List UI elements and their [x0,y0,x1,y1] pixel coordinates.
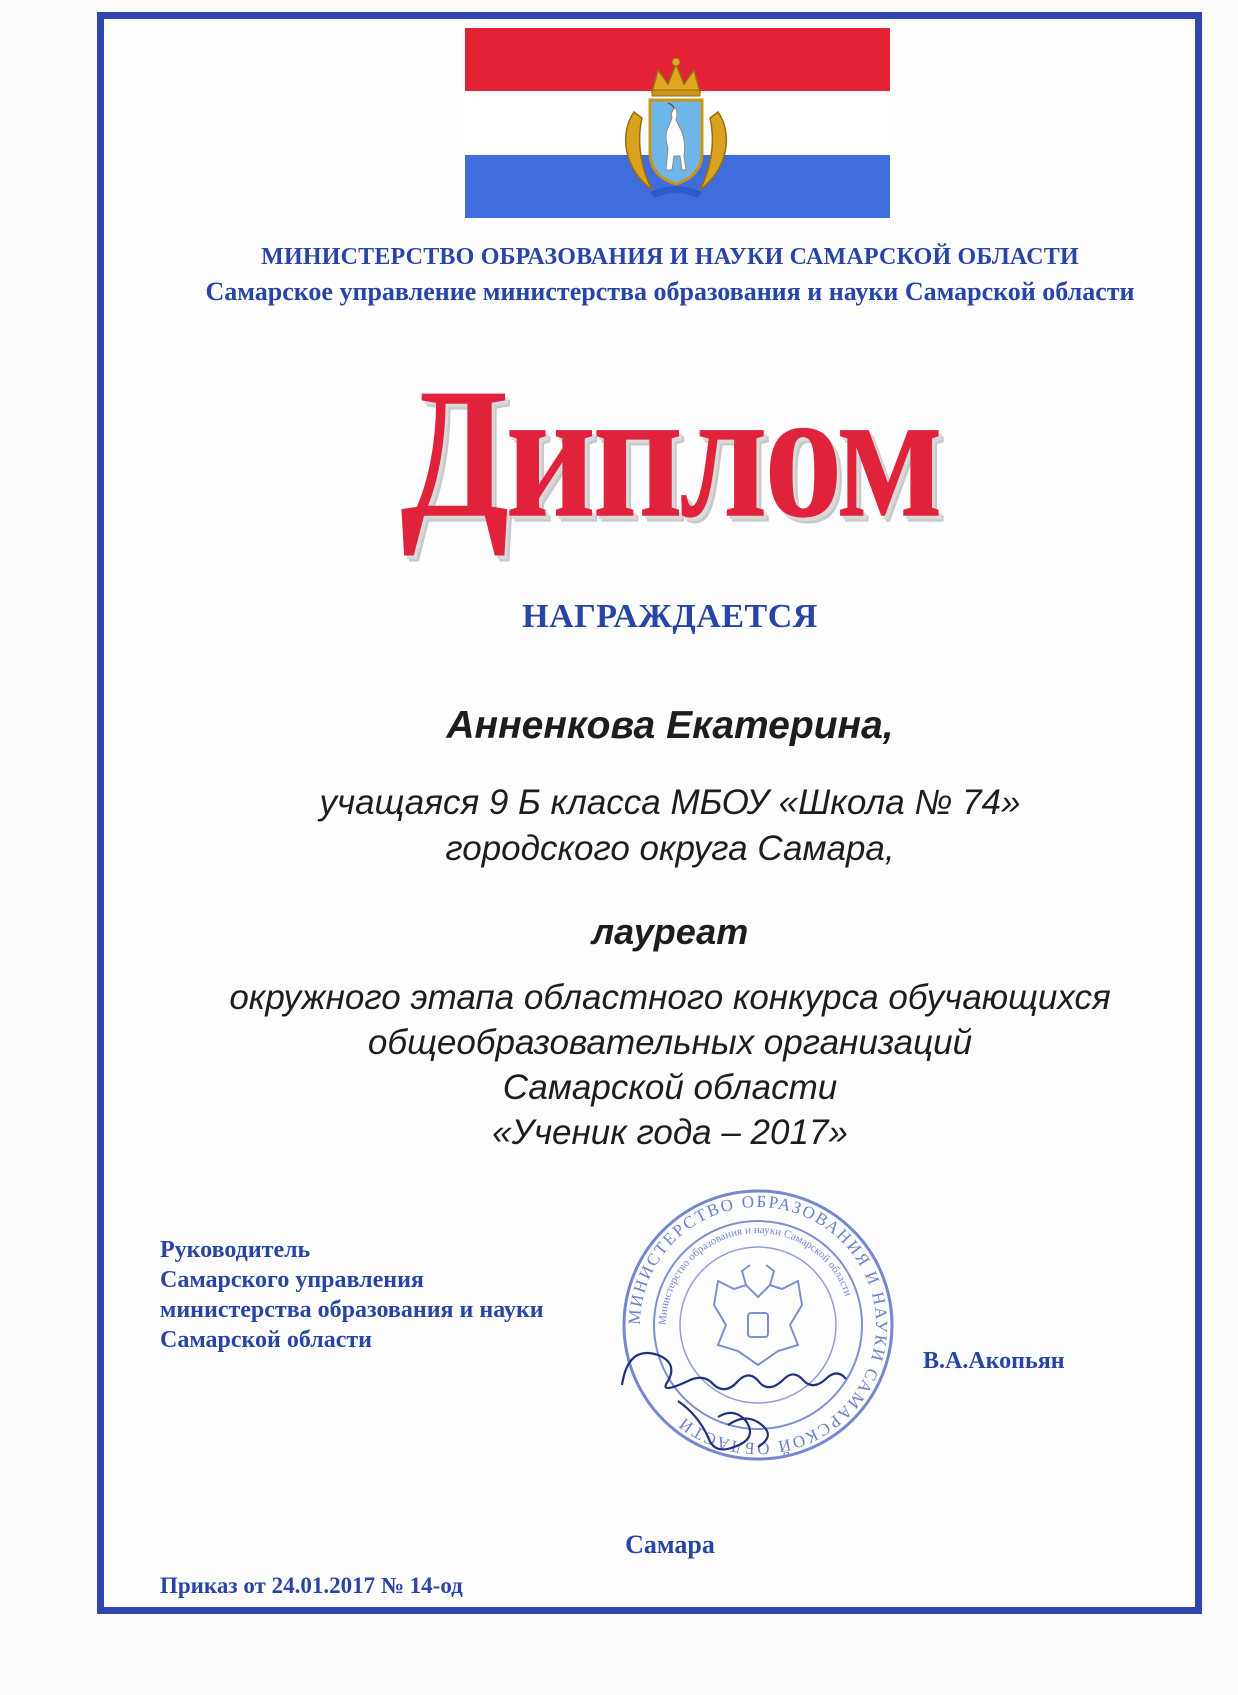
contest-line-2: общеобразовательных организаций [367,1023,973,1062]
issue-city: Самара [625,1530,715,1559]
contest-line-4: «Ученик года – 2017» [492,1113,848,1152]
russian-double-headed-eagle-icon [714,1265,802,1365]
contest-line-1: окружного этапа областного конкурса обучающихся [229,978,1111,1017]
signatory-position [160,1235,544,1355]
diploma-title: Диплом [400,350,940,558]
signatory-position-line: Самарской области [160,1327,372,1353]
signatory-position-line: Самарского управления [160,1267,424,1293]
recipient-school-line: учащаяся 9 Б класса МБОУ «Школа № 74» [319,783,1021,822]
recipient-city-line: городского округа Самара, [445,829,895,868]
signer-name: В.А.Акопьян [923,1348,1065,1374]
signatory-position-line: Руководитель [160,1237,311,1263]
awarded-label: НАГРАЖДАЕТСЯ [522,598,818,635]
order-reference: Приказ от 24.01.2017 № 14-од [160,1573,463,1598]
seal-inner-text: Министерство образования и науки Самарской области [656,1223,855,1326]
award-status: лауреат [591,911,749,952]
signatory-position-line: министерства образования и науки [160,1297,544,1323]
svg-text:Министерство образования и нау [657,1224,854,1325]
official-seal-icon [618,1185,898,1465]
samara-coat-of-arms-icon [612,52,740,202]
contest-line-3: Самарской области [502,1068,838,1107]
seal-outer-text: МИНИСТЕРСТВО ОБРАЗОВАНИЯ И НАУКИ САМАРСКОЙ ОБЛАСТИ [624,1191,892,1459]
department-name: Самарское управление министерства образования и науки Самарской области [205,277,1135,306]
recipient-name: Анненкова Екатерина, [446,704,894,747]
ministry-name: МИНИСТЕРСТВО ОБРАЗОВАНИЯ И НАУКИ САМАРСКОЙ ОБЛАСТИ [261,244,1079,270]
